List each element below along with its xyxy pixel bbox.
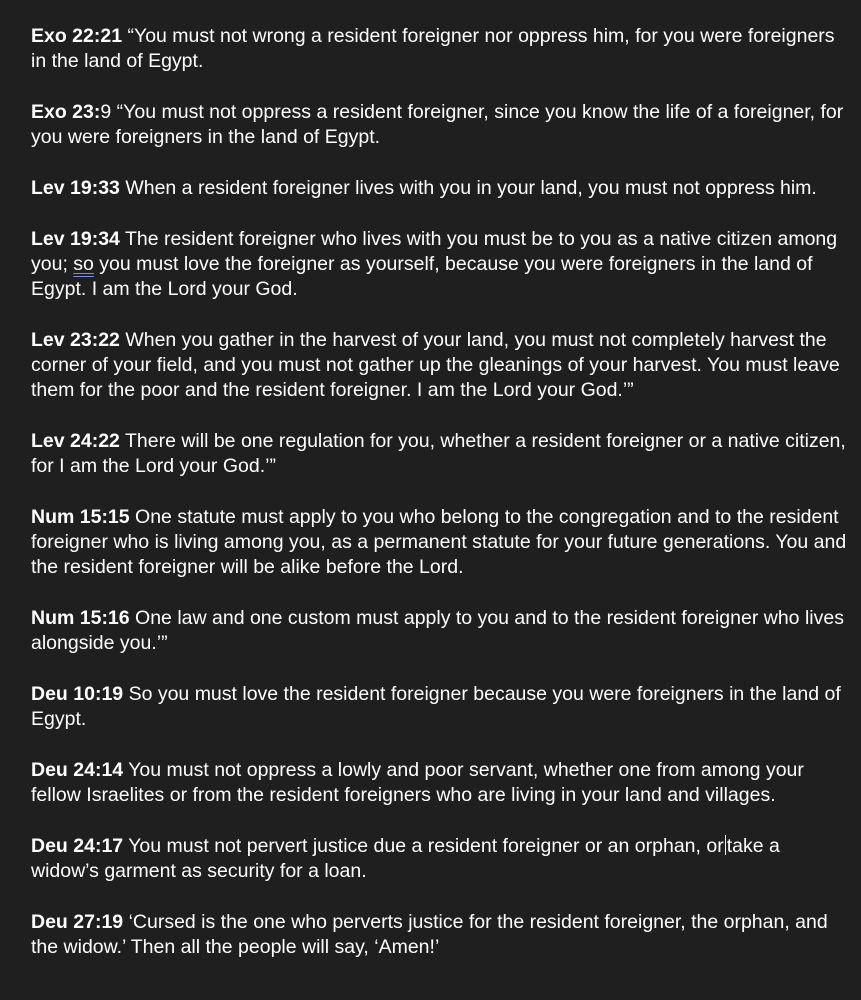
verse-text-continued: take a widow’s garment as security for a loan.	[31, 835, 780, 882]
verse-text: You must not oppress a lowly and poor servant, whether one from among your fellow Israelites or from the resident foreigners who are living in your land and villages.	[31, 759, 804, 806]
verse-deu-10-19	[31, 682, 851, 732]
verse-exo-23-9	[31, 100, 851, 150]
verse-text: One statute must apply to you who belong to the congregation and to the resident foreigner who is living among you, as a permanent statute for your future generations. You and the resident foreigner will be alike before the Lord.	[31, 506, 847, 578]
verse-num-15-15	[31, 505, 851, 580]
verse-text: You must not pervert justice due a resident foreigner or an orphan, or	[128, 835, 724, 857]
verse-text: There will be one regulation for you, whether a resident foreigner or a native citizen, for I am the Lord your God.’”	[31, 430, 846, 477]
verse-lev-23-22	[31, 328, 851, 403]
verse-ref: Num 15:15	[31, 506, 130, 528]
verse-ref: Deu 10:19	[31, 683, 124, 705]
verse-lev-19-34	[31, 227, 851, 302]
verse-lev-19-33	[31, 176, 851, 201]
verse-lev-24-22	[31, 429, 851, 479]
verse-ref: Deu 24:14	[31, 759, 124, 781]
text-cursor	[725, 835, 726, 855]
verse-text: The resident foreigner who lives with you must be to you as a native citizen among you;	[31, 228, 838, 275]
verse-deu-27-19	[31, 910, 851, 960]
verse-ref: Lev 23:22	[31, 329, 120, 351]
verse-ref: Exo 22:21	[31, 25, 123, 47]
verse-num-15-16	[31, 606, 851, 656]
document-body[interactable]	[31, 24, 851, 986]
verse-ref: Lev 24:22	[31, 430, 120, 452]
grammar-flagged-word[interactable]: so	[73, 253, 94, 275]
verse-text: One law and one custom must apply to you and to the resident foreigner who lives alongside you.’”	[31, 607, 844, 654]
verse-text-continued: you must love the foreigner as yourself, because you were foreigners in the land of Egypt. I am the Lord your God.	[31, 253, 813, 300]
verse-deu-24-14	[31, 758, 851, 808]
verse-ref: Num 15:16	[31, 607, 130, 629]
verse-text: When you gather in the harvest of your land, you must not completely harvest the corner of your field, and you must not gather up the gleanings of your harvest. You must leave them for the poor and the resident foreigner. I am the Lord your God.’”	[31, 329, 840, 401]
verse-text: ‘Cursed is the one who perverts justice for the resident foreigner, the orphan, and the widow.’ Then all the people will say, ‘Amen!’	[31, 911, 828, 958]
verse-ref: Deu 24:17	[31, 835, 124, 857]
verse-text: When a resident foreigner lives with you in your land, you must not oppress him.	[125, 177, 817, 199]
verse-ref: Deu 27:19	[31, 911, 124, 933]
verse-deu-24-17	[31, 834, 851, 884]
verse-ref: Exo 23:	[31, 101, 101, 123]
verse-ref-number: 9	[100, 101, 112, 123]
verse-text: “You must not wrong a resident foreigner nor oppress him, for you were foreigners in the land of Egypt.	[31, 25, 835, 72]
verse-ref: Lev 19:34	[31, 228, 120, 250]
verse-exo-22-21	[31, 24, 851, 74]
verse-ref: Lev 19:33	[31, 177, 120, 199]
verse-text: So you must love the resident foreigner because you were foreigners in the land of Egypt.	[31, 683, 841, 730]
verse-text: “You must not oppress a resident foreigner, since you know the life of a foreigner, for you were foreigners in the land of Egypt.	[31, 101, 844, 148]
